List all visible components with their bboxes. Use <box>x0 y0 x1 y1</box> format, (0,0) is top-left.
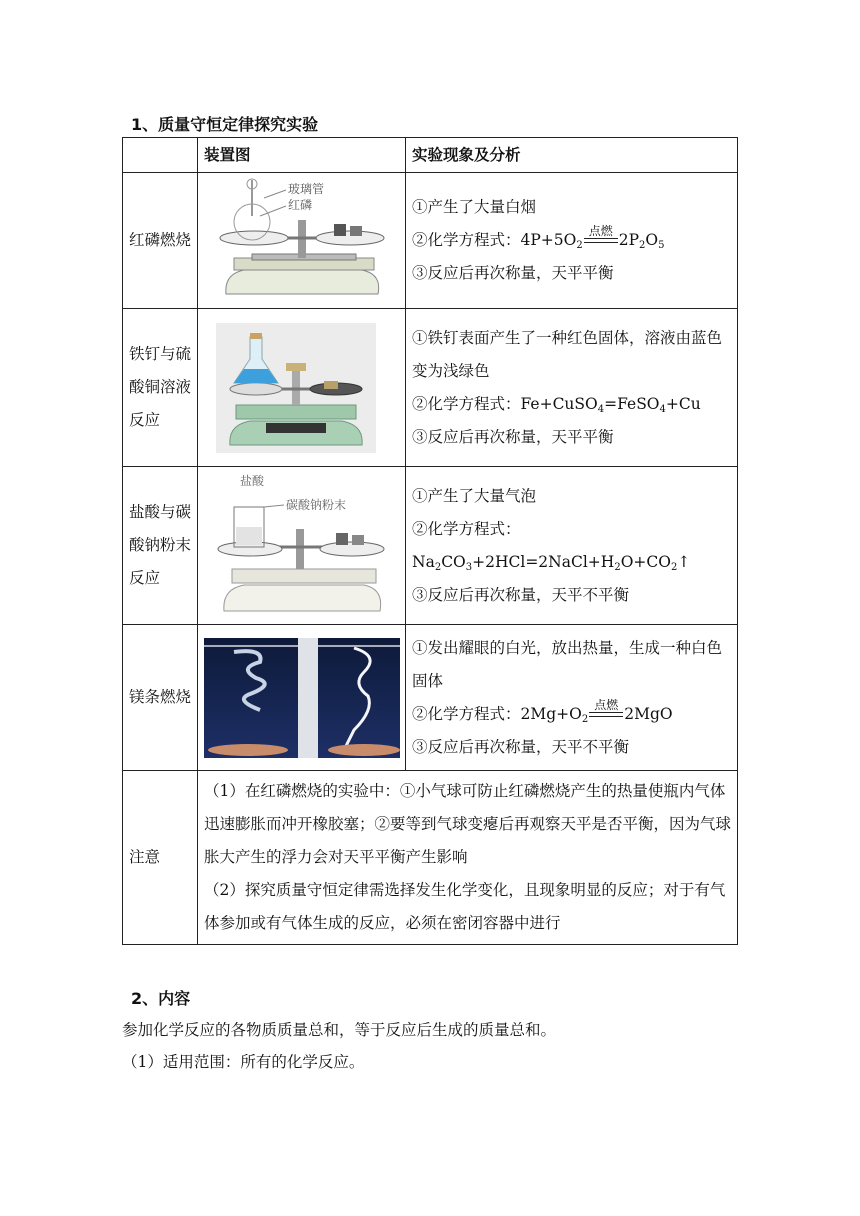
section-title-2: 2、内容 <box>131 989 191 1008</box>
apparatus-image-cell <box>198 467 406 625</box>
experiment-name: 铁钉与硫酸铜溶液反应 <box>123 309 198 467</box>
table-row <box>123 625 738 771</box>
header-cell-apparatus: 装置图 <box>198 138 406 173</box>
apparatus-image-cell <box>198 625 406 771</box>
observation-cell <box>406 625 738 771</box>
note-2: （2）探究质量守恒定律需选择发生化学变化，且现象明显的反应；对于有气体参加或有气体生成的反应，必须在密闭容器中进行 <box>204 881 726 932</box>
equation-line: ②化学方程式：$2Mg+O_2$ 点燃 2MgO <box>412 697 673 725</box>
balance-phosphorus-image <box>204 176 400 306</box>
notes-label: 注意 <box>123 771 198 945</box>
observation-cell <box>406 173 738 309</box>
reaction-condition: 点燃 <box>594 697 619 712</box>
header-cell-observation: 实验现象及分析 <box>406 138 738 173</box>
experiment-name: 镁条燃烧 <box>123 625 198 771</box>
notes-cell <box>198 771 738 945</box>
apparatus-image-cell <box>198 309 406 467</box>
observation-cell <box>406 309 738 467</box>
observation-line-1: ①产生了大量白烟 <box>412 198 537 216</box>
equation-line: ②化学方程式：Fe+CuSO$_4$=FeSO$_4$+Cu <box>412 394 701 415</box>
apparatus-image-cell <box>198 173 406 309</box>
observation-line-3: ③反应后再次称量，天平不平衡 <box>412 585 630 604</box>
balance-iron-copper-image <box>216 323 376 453</box>
table-row <box>123 309 738 467</box>
label-glass-tube: 玻璃管 <box>288 181 325 196</box>
experiment-name: 红磷燃烧 <box>123 173 198 309</box>
magnesium-burning-image <box>204 638 400 758</box>
content-paragraph-2: （1）适用范围：所有的化学反应。 <box>122 1053 365 1071</box>
observation-line-3: ③反应后再次称量，天平不平衡 <box>412 737 630 756</box>
header-cell-empty <box>123 138 198 173</box>
observation-line-1: ①发出耀眼的白光，放出热量，生成一种白色固体 <box>412 638 723 690</box>
observation-cell <box>406 467 738 625</box>
observation-line-3: ③反应后再次称量，天平平衡 <box>412 427 614 446</box>
balance-hcl-na2co3-image <box>204 471 400 621</box>
note-1: （1）在红磷燃烧的实验中：①小气球可防止红磷燃烧产生的热量使瓶内气体迅速膨胀而冲开橡胶塞；②要等到气球变瘪后再观察天平是否平衡，因为气球胀大产生的浮力会对天平平衡产生影响 <box>204 782 732 866</box>
label-sodium-carbonate: 碳酸钠粉末 <box>286 497 347 512</box>
section-title-1: 1、质量守恒定律探究实验 <box>131 115 319 134</box>
experiment-name: 盐酸与碳酸钠粉末反应 <box>123 467 198 625</box>
observation-line-3: ③反应后再次称量，天平平衡 <box>412 264 614 282</box>
table-row <box>123 771 738 945</box>
reaction-condition: 点燃 <box>588 224 613 238</box>
label-hydrochloric-acid: 盐酸 <box>240 473 265 488</box>
observation-line-1: ①产生了大量气泡 <box>412 486 537 505</box>
table-row <box>123 467 738 625</box>
label-red-phosphorus: 红磷 <box>288 197 313 212</box>
experiment-table <box>122 137 738 945</box>
observation-line-1: ①铁钉表面产生了一种红色固体，溶液由蓝色变为浅绿色 <box>412 328 723 380</box>
equation-line: $Na_2CO_3+2HCl=2NaCl+H_2O+CO_2↑$ <box>412 552 691 573</box>
table-header-row <box>123 138 738 173</box>
equation-line: ②化学方程式：$4P+5O_2$ 点燃 $2P_2O_5$ <box>412 224 665 251</box>
observation-line-2: ②化学方程式： <box>412 519 521 538</box>
content-paragraph-1: 参加化学反应的各物质质量总和，等于反应后生成的质量总和。 <box>122 1021 557 1039</box>
table-row <box>123 173 738 309</box>
